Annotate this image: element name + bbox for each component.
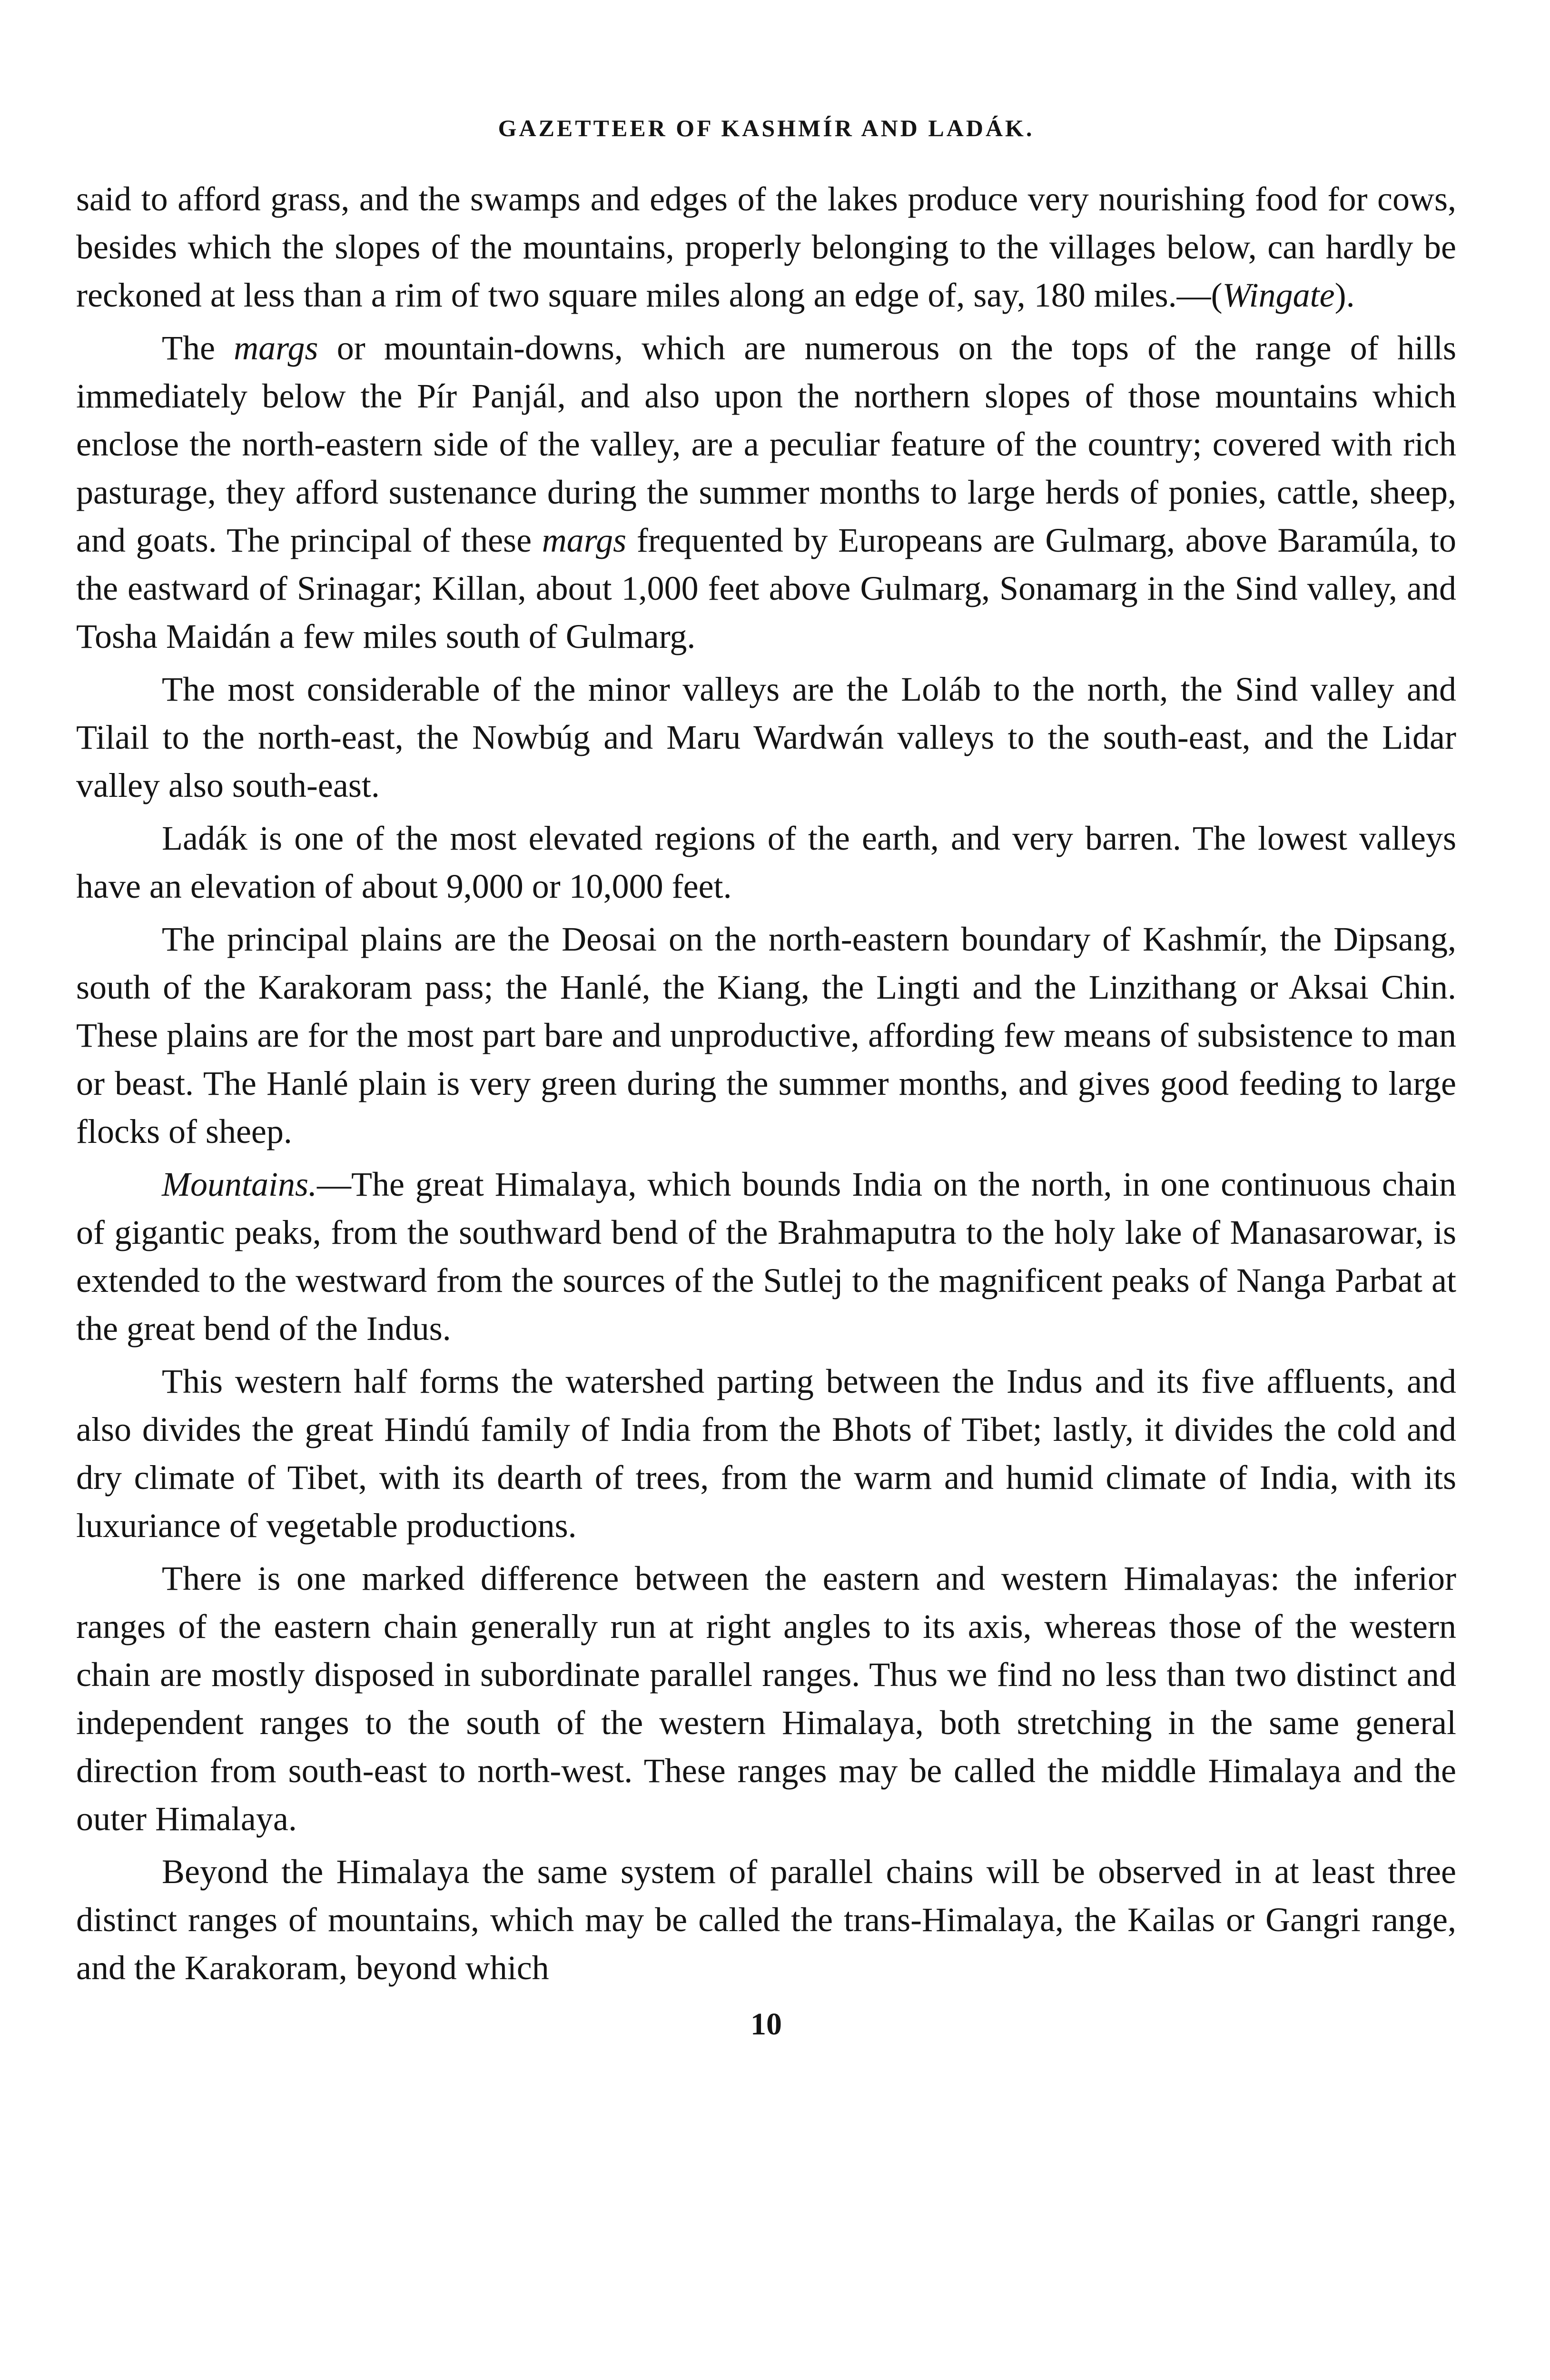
paragraph-8: There is one marked difference between the eastern and western Himalayas: the inferior ranges of the eastern chain generally run at right angles to its axis, whereas those of the western chain are mostly disposed in subordinate parallel ranges. Thus we find no less than two distinct and independent ranges to the south of the western Himalaya, both stretching in the same general direction from south-east to north-west. These ranges may be called the middle Himalaya and the outer Himalaya. — [76, 1559, 1456, 1838]
paragraph-9: Beyond the Himalaya the same system of parallel chains will be observed in at least three distinct ranges of mountains, which may be called the trans-Himalaya, the Kailas or Gangri range, and the Karakoram, beyond which — [76, 1853, 1456, 1987]
paragraph-2 — [76, 324, 1456, 661]
book-page — [76, 114, 1456, 2380]
page-number: 10 — [750, 2007, 782, 2042]
paragraph-6-text: —The great Himalaya, which bounds India on the north, in one continuous chain of gigantic peaks, from the southward bend of the Brahmaputra to the holy lake of Manasarowar, is extended to the westward from the sources of the Sutlej to the magnificent peaks of Nanga Parbat at the great bend of the Indus. — [76, 1165, 1456, 1348]
margs-term-1: margs — [234, 329, 318, 367]
citation-italic: Wingate — [1222, 276, 1335, 314]
paragraph-3: The most considerable of the minor valleys are the Loláb to the north, the Sind valley and Tilail to the north-east, the Nowbúg and Maru Wardwán valleys to the south-east, and the Lidar valley also south-east. — [76, 670, 1456, 804]
paragraph-2-middle: or mountain-downs, which are numerous on the tops of the range of hills immediately below the Pír Panjál, and also upon the northern slopes of those mountains which enclose the north-eastern side of the valley, are a peculiar feature of the country; covered with rich pasturage, they afford sustenance during the summer months to large herds of ponies, cattle, sheep, and goats. The principal of these — [76, 329, 1457, 559]
paragraph-1 — [76, 175, 1456, 319]
paragraph-1-text: said to afford grass, and the swamps and edges of the lakes produce very nourishing food for cows, besides which the slopes of the mountains, properly belonging to the villages below, can hardly be reckoned at less than a rim of two square miles along an edge of, say, 180 miles.—( — [76, 180, 1456, 314]
margs-term-2: margs — [542, 521, 627, 559]
section-heading-mountains: Mountains. — [162, 1165, 317, 1203]
paragraph-2-start: The — [162, 329, 234, 367]
running-title: GAZETTEER OF KASHMÍR AND LADÁK. — [498, 115, 1035, 141]
paragraph-5: The principal plains are the Deosai on the north-eastern boundary of Kashmír, the Dipsang, south of the Karakoram pass; the Hanlé, the Kiang, the Lingti and the Linzithang or Aksai Chin. These plains are for the most part bare and unproductive, affording few means of subsistence to man or beast. The Hanlé plain is very green during the summer months, and gives good feeding to large flocks of sheep. — [76, 920, 1456, 1150]
paragraph-6 — [76, 1160, 1456, 1353]
paragraph-4: Ladák is one of the most elevated regions of the earth, and very barren. The lowest valleys have an elevation of about 9,000 or 10,000 feet. — [76, 819, 1456, 905]
paragraph-1-end: ). — [1334, 276, 1355, 314]
paragraph-7: This western half forms the watershed parting between the Indus and its five affluents, and also divides the great Hindú family of India from the Bhots of Tibet; lastly, it divides the cold and dry climate of Tibet, with its dearth of trees, from the warm and humid climate of India, with its luxuriance of vegetable productions. — [76, 1362, 1456, 1545]
paragraph-2-end: frequented by Europeans are Gulmarg, above Baramúla, to the eastward of Srinagar; Killan, about 1,000 feet above Gulmarg, Sonamarg in the Sind valley, and Tosha Maidán a few miles south of Gulmarg. — [76, 521, 1457, 655]
